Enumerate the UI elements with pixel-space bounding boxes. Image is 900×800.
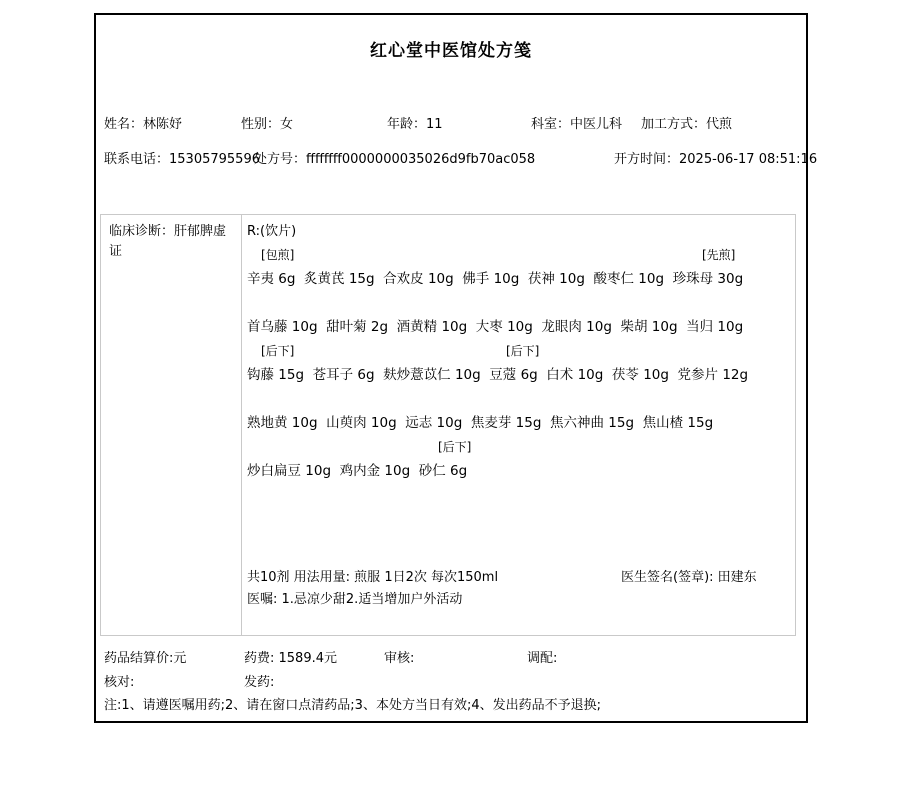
patient-name-label: 姓名： — [104, 117, 144, 132]
rx-content-cell — [242, 215, 795, 635]
patient-department-label: 科室： — [531, 117, 571, 132]
patient-name-value: 林陈妤 — [143, 117, 183, 132]
decoction-label-row — [247, 243, 795, 267]
patient-gender-label: 性别： — [241, 117, 281, 132]
herb-row: 钩藤 15g 苍耳子 6g 麸炒薏苡仁 10g 豆蔻 6g 白术 10g 茯苓 10g 党参片 12g — [247, 367, 749, 383]
fee-field — [244, 647, 337, 666]
prescription-sheet — [94, 13, 818, 723]
herb-row: 熟地黄 10g 山萸肉 10g 远志 10g 焦麦芽 15g 焦六神曲 15g 焦山楂 15g — [247, 415, 714, 431]
rx-bottom-block — [247, 567, 789, 611]
fee-label: 药费: — [244, 651, 279, 666]
issue-time-value: 2025-06-17 08:51:16 — [679, 152, 818, 167]
processing-method-field — [641, 113, 732, 132]
medical-advice-text: 医嘱: 1.忌凉少甜2.适当增加户外活动 — [247, 592, 463, 607]
bag-decoct-label: [包煎] — [261, 248, 295, 262]
dosage-usage-text: 共10剂 用法用量: 煎服 1日2次 每次150ml — [247, 570, 499, 585]
fee-value: 1589.4元 — [278, 651, 338, 666]
patient-department-value: 中医儿科 — [570, 117, 623, 132]
patient-age-field — [387, 113, 443, 132]
pre-decoct-label: [先煎] — [702, 248, 736, 262]
check-field: 核对: — [104, 675, 135, 690]
doctor-signature-value: 田建东 — [717, 570, 757, 585]
diagnosis-label: 临床诊断： — [109, 224, 175, 239]
issue-time-field — [614, 148, 817, 167]
settle-price-field: 药品结算价:元 — [104, 651, 187, 666]
clinical-diagnosis-cell — [101, 215, 242, 635]
patient-gender-field — [241, 113, 293, 132]
diagnosis-value: 肝郁脾虚证 — [109, 224, 227, 259]
decoction-label-row — [247, 387, 795, 411]
post-decoct-label: [后下] — [261, 344, 295, 358]
doctor-signature-field — [621, 567, 757, 589]
rx-header: R:(饮片) — [247, 224, 297, 239]
patient-age-value: 11 — [426, 117, 443, 132]
patient-name-field — [104, 113, 182, 132]
patient-gender-value: 女 — [280, 117, 294, 132]
issue-time-label: 开方时间： — [614, 152, 680, 167]
post-decoct-label: [后下] — [438, 440, 472, 454]
patient-age-label: 年龄： — [387, 117, 427, 132]
phone-value: 15305795596 — [169, 152, 260, 167]
doctor-signature-label: 医生签名(签章): — [621, 570, 718, 585]
issue-field: 发药: — [244, 675, 275, 690]
decoction-label-row — [247, 339, 795, 363]
rx-number-label: 处方号： — [254, 152, 307, 167]
page-title: 红心堂中医馆处方笺 — [370, 41, 532, 61]
processing-method-value: 代煎 — [706, 117, 733, 132]
post-decoct-label: [后下] — [506, 344, 540, 358]
decoction-label-row — [247, 291, 795, 315]
herb-row: 炒白扁豆 10g 鸡内金 10g 砂仁 6g — [247, 463, 468, 479]
herb-row: 首乌藤 10g 甜叶菊 2g 酒黄精 10g 大枣 10g 龙眼肉 10g 柴胡 10g 当归 10g — [247, 319, 744, 335]
patient-department-field — [531, 113, 622, 132]
usage-line — [247, 567, 789, 589]
dispense-field: 调配: — [527, 651, 558, 666]
phone-label: 联系电话： — [104, 152, 170, 167]
prescription-table — [100, 214, 796, 636]
phone-field — [104, 148, 260, 167]
rx-number-field — [254, 148, 535, 167]
review-field: 审核: — [384, 651, 415, 666]
rx-number-value: ffffffff0000000035026d9fb70ac058 — [306, 152, 536, 167]
processing-method-label: 加工方式： — [641, 117, 707, 132]
decoction-label-row — [247, 435, 795, 459]
footer-note: 注:1、请遵医嘱用药;2、请在窗口点清药品;3、本处方当日有效;4、发出药品不予退换; — [104, 698, 601, 713]
herb-row: 辛夷 6g 炙黄芪 15g 合欢皮 10g 佛手 10g 茯神 10g 酸枣仁 10g 珍珠母 30g — [247, 271, 744, 287]
